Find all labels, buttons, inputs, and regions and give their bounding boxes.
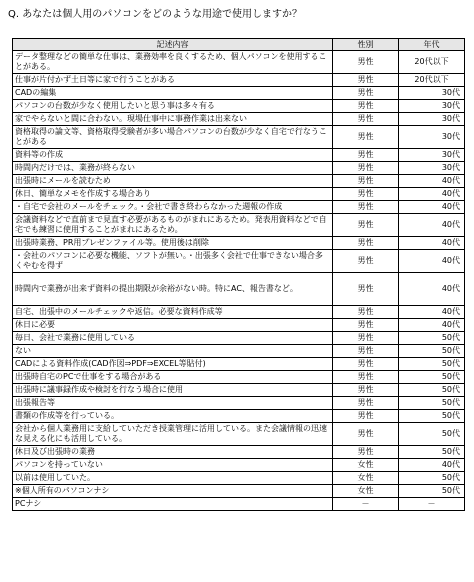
cell-age: 40代 xyxy=(399,201,465,214)
cell-age: 40代 xyxy=(399,214,465,237)
cell-gender: 女性 xyxy=(333,485,399,498)
table-row xyxy=(13,446,465,459)
cell-gender: 男性 xyxy=(333,410,399,423)
table-row xyxy=(13,472,465,485)
cell-gender: 男性 xyxy=(333,149,399,162)
cell-description: データ整理などの簡単な仕事は、業務効率を良くするため、個人パソコンを使用することがある。 xyxy=(13,51,333,74)
cell-gender: 男性 xyxy=(333,51,399,74)
cell-description: 出張時自宅のPCで仕事をする場合がある xyxy=(13,371,333,384)
cell-description: ・会社のパソコンに必要な機能、ソフトが無い。・出張多く会社で仕事できない場合多くやむを得ず xyxy=(13,250,333,273)
cell-gender: 男性 xyxy=(333,358,399,371)
question-title: Q. あなたは個人用のパソコンをどのような用途で使用しますか？ xyxy=(8,9,303,20)
cell-description: 毎日、会社で業務に使用している xyxy=(13,332,333,345)
cell-gender: 男性 xyxy=(333,273,399,306)
cell-age: 30代 xyxy=(399,149,465,162)
cell-gender: 男性 xyxy=(333,345,399,358)
cell-age: 30代 xyxy=(399,126,465,149)
cell-age: 40代 xyxy=(399,319,465,332)
table-row xyxy=(13,126,465,149)
cell-description: 出張報告等 xyxy=(13,397,333,410)
cell-description: ない xyxy=(13,345,333,358)
cell-description: 自宅、出張中のメールチェックや返信。必要な資料作成等 xyxy=(13,306,333,319)
cell-age: 50代 xyxy=(399,485,465,498)
cell-description: ※個人所有のパソコンナシ xyxy=(13,485,333,498)
table-row xyxy=(13,175,465,188)
cell-description: 家でやらないと間に合わない。現場仕事中に事務作業は出来ない xyxy=(13,113,333,126)
cell-gender: 男性 xyxy=(333,214,399,237)
cell-age: 50代 xyxy=(399,397,465,410)
table-row xyxy=(13,214,465,237)
table-row xyxy=(13,74,465,87)
cell-description: パソコンを持っていない xyxy=(13,459,333,472)
cell-age: 30代 xyxy=(399,162,465,175)
cell-description: 会議資料などで直前まで見直す必要があるものがまれにあるため。発表用資料などで自宅でも練習に使用することがまれにあるため。 xyxy=(13,214,333,237)
cell-age: 40代 xyxy=(399,459,465,472)
table-row xyxy=(13,345,465,358)
cell-gender: 男性 xyxy=(333,332,399,345)
cell-gender: 男性 xyxy=(333,319,399,332)
table-row xyxy=(13,149,465,162)
cell-description: 休日、簡単なメモを作成する場合あり xyxy=(13,188,333,201)
cell-gender: 男性 xyxy=(333,371,399,384)
table-row xyxy=(13,201,465,214)
cell-age: 40代 xyxy=(399,250,465,273)
cell-age: 40代 xyxy=(399,273,465,306)
cell-gender: 男性 xyxy=(333,113,399,126)
cell-age: 20代以下 xyxy=(399,74,465,87)
cell-age: 50代 xyxy=(399,371,465,384)
table-row xyxy=(13,113,465,126)
table-header-row xyxy=(13,39,465,51)
cell-age: 40代 xyxy=(399,188,465,201)
cell-age: 50代 xyxy=(399,472,465,485)
cell-description: 休日及び出張時の業務 xyxy=(13,446,333,459)
cell-description: 時間内だけでは、業務が終らない xyxy=(13,162,333,175)
cell-gender: 女性 xyxy=(333,459,399,472)
table-row xyxy=(13,371,465,384)
cell-gender: 男性 xyxy=(333,306,399,319)
cell-gender: 男性 xyxy=(333,237,399,250)
cell-gender: 男性 xyxy=(333,126,399,149)
cell-description: 仕事が片付かず土日等に家で行うことがある xyxy=(13,74,333,87)
header-description: 記述内容 xyxy=(13,39,333,51)
cell-gender: 男性 xyxy=(333,384,399,397)
table-row xyxy=(13,397,465,410)
table-row xyxy=(13,319,465,332)
cell-gender: 男性 xyxy=(333,397,399,410)
table-row xyxy=(13,485,465,498)
cell-age: 50代 xyxy=(399,446,465,459)
cell-description: 出張時業務、PR用プレゼンファイル等。使用後は削除 xyxy=(13,237,333,250)
cell-description: 出張時にメールを読むため xyxy=(13,175,333,188)
header-gender: 性別 xyxy=(333,39,399,51)
cell-gender: 女性 xyxy=(333,472,399,485)
table-row xyxy=(13,306,465,319)
table-row xyxy=(13,87,465,100)
cell-age: 50代 xyxy=(399,358,465,371)
cell-description: 時間内で業務が出来ず資料の提出期限が余裕がない時。特にAC、報告書など。 xyxy=(13,273,333,306)
cell-gender: 男性 xyxy=(333,175,399,188)
table-row xyxy=(13,162,465,175)
cell-gender: 男性 xyxy=(333,423,399,446)
survey-table xyxy=(12,38,465,511)
cell-age: 30代 xyxy=(399,100,465,113)
cell-gender: 男性 xyxy=(333,446,399,459)
table-row xyxy=(13,100,465,113)
header-age: 年代 xyxy=(399,39,465,51)
table-row xyxy=(13,423,465,446)
table-row xyxy=(13,188,465,201)
cell-age: 40代 xyxy=(399,175,465,188)
cell-age: 30代 xyxy=(399,87,465,100)
cell-gender: 男性 xyxy=(333,100,399,113)
cell-description: PCナシ xyxy=(13,498,333,511)
cell-age: 50代 xyxy=(399,384,465,397)
cell-gender: 男性 xyxy=(333,201,399,214)
cell-age: － xyxy=(399,498,465,511)
table-row xyxy=(13,237,465,250)
cell-description: CADによる資料作成(CAD作図⇒PDF⇒EXCEL等貼付) xyxy=(13,358,333,371)
cell-age: 20代以下 xyxy=(399,51,465,74)
cell-description: 資格取得の論文等、資格取得受験者が多い場合パソコンの台数が少なく自宅で行なうことがある xyxy=(13,126,333,149)
table-body xyxy=(13,51,465,511)
cell-gender: 男性 xyxy=(333,162,399,175)
cell-age: 50代 xyxy=(399,332,465,345)
cell-description: 会社から個人業務用に支給していただき授業管理に活用している。また会議情報の迅速な見える化にも活用している。 xyxy=(13,423,333,446)
cell-description: 資料等の作成 xyxy=(13,149,333,162)
cell-description: 休日に必要 xyxy=(13,319,333,332)
cell-description: パソコンの台数が少なく使用したいと思う事は多々有る xyxy=(13,100,333,113)
table-row xyxy=(13,250,465,273)
cell-gender: 男性 xyxy=(333,87,399,100)
table-row xyxy=(13,410,465,423)
cell-gender: 男性 xyxy=(333,188,399,201)
cell-gender: 男性 xyxy=(333,250,399,273)
table-row xyxy=(13,384,465,397)
cell-age: 40代 xyxy=(399,237,465,250)
table-row xyxy=(13,358,465,371)
cell-age: 50代 xyxy=(399,410,465,423)
cell-age: 50代 xyxy=(399,345,465,358)
table-row xyxy=(13,498,465,511)
cell-age: 40代 xyxy=(399,306,465,319)
cell-age: 30代 xyxy=(399,113,465,126)
table-row xyxy=(13,332,465,345)
cell-age: 50代 xyxy=(399,423,465,446)
cell-description: ・自宅で会社のメールをチェック。・会社で書き終わらなかった週報の作成 xyxy=(13,201,333,214)
table-row xyxy=(13,273,465,306)
cell-description: 書類の作成等を行っている。 xyxy=(13,410,333,423)
cell-description: CADの編集 xyxy=(13,87,333,100)
cell-description: 出張時に議事録作成や検討を行なう場合に使用 xyxy=(13,384,333,397)
cell-gender: 男性 xyxy=(333,74,399,87)
table-row xyxy=(13,51,465,74)
table-row xyxy=(13,459,465,472)
cell-description: 以前は使用していた。 xyxy=(13,472,333,485)
cell-gender: － xyxy=(333,498,399,511)
